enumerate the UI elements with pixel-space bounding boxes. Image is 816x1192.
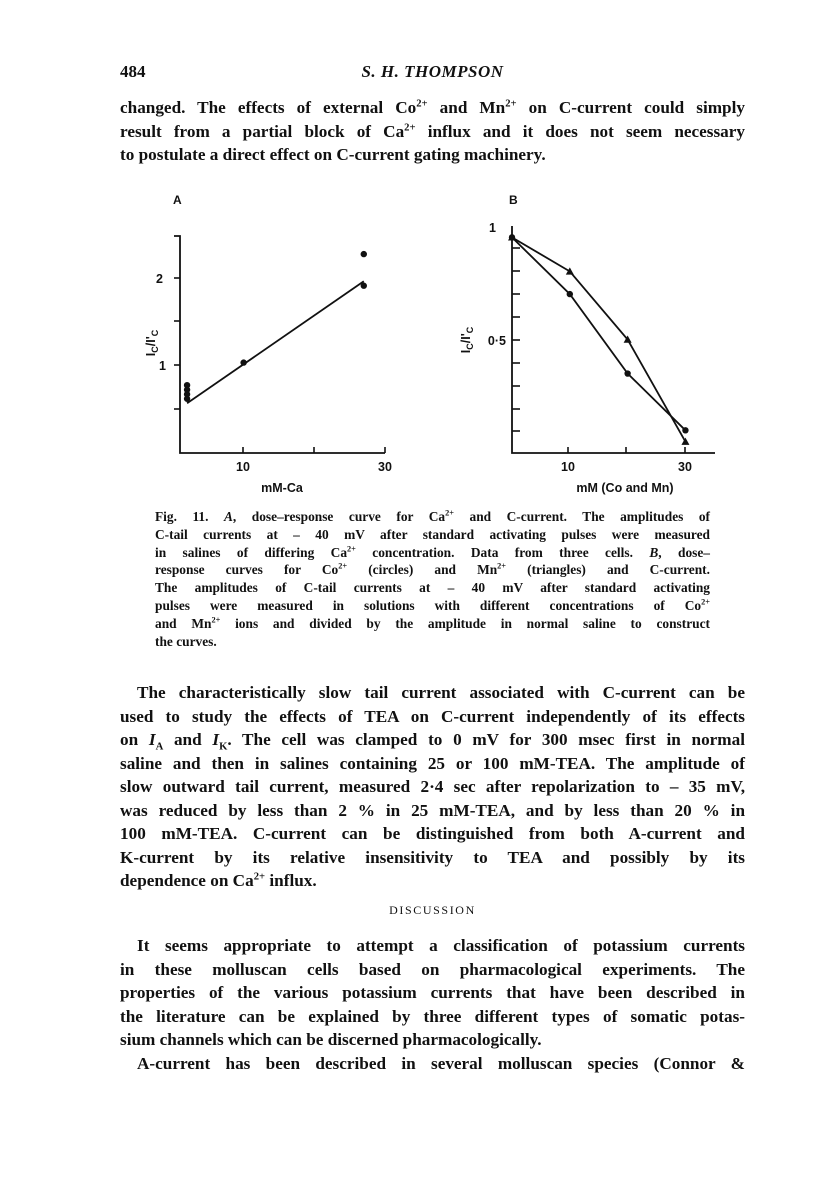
panel-b-xlabel: mM (Co and Mn) [576, 481, 674, 495]
panel-b-label: B [509, 193, 518, 207]
panel-a-data-point [240, 359, 246, 365]
panel-b-chart [459, 221, 715, 495]
panel-a-ylabel: $I_C/I'_C$ [144, 329, 160, 357]
text-line: A-current has been described in several molluscan species (Connor & [137, 1054, 745, 1073]
panel-b-ytick-label: 0·5 [487, 334, 506, 348]
panel-a-axes [174, 236, 385, 453]
panel-b-ylabel: $I_C/I'_C$ [459, 326, 475, 354]
panel-b-tick-marks [512, 248, 685, 453]
text-line: changed. The effects of external $Co^{2+}$ and $Mn^{2+}$ on C-current could simply [120, 98, 745, 117]
panel-a-data-point [361, 283, 367, 289]
caption-line: in salines of differing $Ca^{2+}$ concentration. Data from three cells. B, dose– [155, 544, 710, 560]
panel-b-point-circle [624, 370, 630, 376]
caption-line: pulses were measured in solutions with different concentrations of $Co^{2+}$ [155, 597, 710, 613]
panel-b-series-line-co [512, 237, 685, 430]
panel-b-axes [512, 226, 715, 453]
text-line: slow outward tail current, measured 2·4 sec after repolarization to – 35 mV, [120, 777, 745, 796]
text-line: sium channels which can be discerned pharmacologically. [120, 1030, 542, 1049]
text-line: result from a partial block of $Ca^{2+}$ influx and it does not seem necessary [120, 121, 745, 141]
text-line: saline and then in salines containing 25 or 100 mM-TEA. The amplitude of [120, 753, 745, 773]
caption-line: C-tail currents at – 40 mV after standard activating pulses were measured [155, 526, 710, 542]
panel-b-xtick-label: 30 [678, 460, 692, 474]
paragraph-4 [120, 1052, 745, 1076]
text-line: It seems appropriate to attempt a classification of potassium currents [137, 936, 745, 955]
panel-b-xtick-label: 10 [561, 460, 575, 474]
panel-a-xtick-label: 10 [236, 460, 250, 474]
text-line: to postulate a direct effect on C-current gating machinery. [120, 145, 546, 164]
panel-b-point-triangle [681, 438, 689, 445]
text-line: 100 mM-TEA. C-current can be distinguished from both A-current and [120, 824, 745, 843]
text-line: used to study the effects of TEA on C-current independently of its effects [120, 706, 745, 726]
panel-a-fit-line [187, 281, 364, 403]
text-line: the literature can be explained by three different types of somatic potas- [120, 1006, 745, 1026]
text-line: in these molluscan cells based on pharmacological experiments. The [120, 959, 745, 979]
caption-line: The amplitudes of C-tail currents at – 40 mV after standard activating [155, 580, 710, 596]
panel-b-point-circle [682, 427, 688, 433]
panel-a-ytick-label: 2 [156, 272, 163, 286]
section-heading: DISCUSSION [389, 903, 476, 917]
caption-line: Fig. 11. A, dose–response curve for $Ca^{2+}$ and C-current. The amplitudes of [155, 508, 711, 524]
panel-a-data-point [361, 251, 367, 257]
text-line: K-current by its relative insensitivity to TEA and possibly by its [120, 847, 745, 867]
paragraph-2 [120, 681, 745, 893]
figure-11 [0, 0, 816, 500]
panel-b-point-triangle [566, 267, 574, 274]
text-line: on $I_A$ and $I_K$. The cell was clamped to 0 mV for 300 msec first in normal [120, 730, 745, 753]
text-line: properties of the various potassium currents that have been described in [120, 983, 745, 1002]
text-line: was reduced by less than 2 % in 25 mM-TEA, and by less than 20 % in [120, 800, 745, 820]
panel-b-ytick-label: 1 [489, 221, 496, 235]
panel-a-label: A [173, 193, 182, 207]
page-number: 484 [120, 62, 146, 81]
caption-line: the curves. [155, 633, 217, 649]
panel-b-point-circle [567, 291, 573, 297]
running-head: S. H. THOMPSON [361, 62, 504, 81]
panel-a-data-point [184, 382, 190, 388]
panel-a-xtick-label: 30 [378, 460, 392, 474]
panel-a-ytick-label: 1 [159, 359, 166, 373]
figure-caption [155, 508, 710, 650]
panel-a-tick-marks [174, 278, 385, 453]
panel-a-xlabel: mM-Ca [261, 481, 303, 495]
caption-line: and $Mn^{2+}$ ions and divided by the amplitude in normal saline to construct [155, 615, 710, 631]
text-line: dependence on $Ca^{2+}$ influx. [120, 871, 317, 890]
panel-a-chart [144, 236, 392, 495]
panel-b-series-line-mn [512, 237, 685, 441]
text-line: The characteristically slow tail current associated with C-current can be [137, 683, 745, 702]
paragraph-3 [120, 934, 745, 1052]
caption-line: response curves for $Co^{2+}$ (circles) and $Mn^{2+}$ (triangles) and C-current. [155, 561, 710, 578]
